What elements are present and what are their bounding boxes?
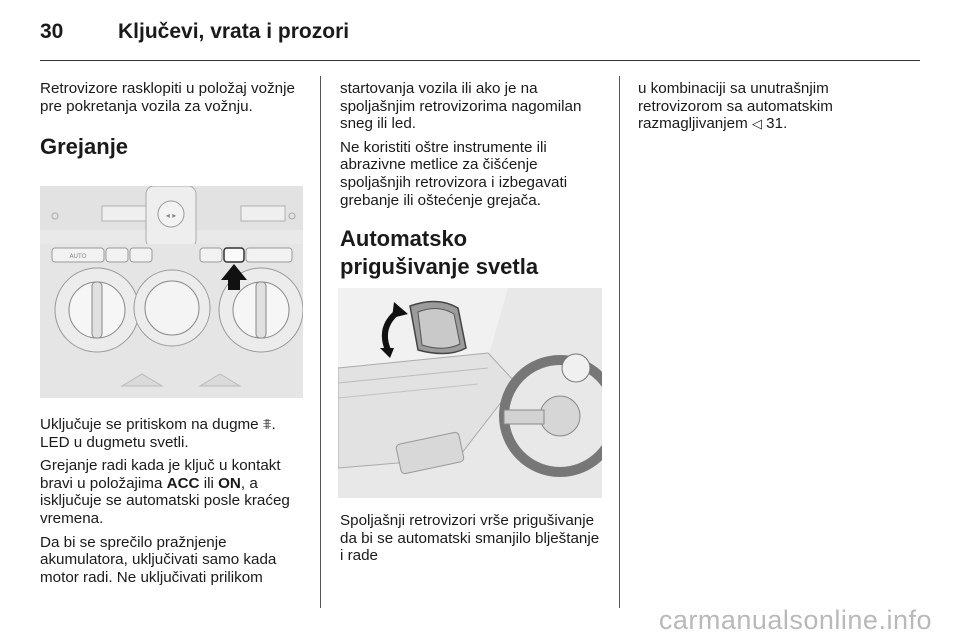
header-rule: [40, 60, 920, 61]
on-label: ON: [218, 474, 241, 492]
page-number: 30: [40, 20, 64, 43]
auto-dimming-paragraph: Spoljašnji retrovizori vrše prigušivanje da bi se automatski smanjilo blještanje i rade: [340, 512, 600, 565]
column2-paragraph-2: Ne koristiti oštre instrumente ili abrazivne metlice za čišćenje spoljašnjih retrovizora i izbegavati grebanje ili oštećenje grejača.: [340, 138, 568, 209]
column-2: [340, 80, 602, 281]
heating-paragraph-2: [40, 457, 302, 527]
heating-p2-tail: , a isključuje se automatski posle kraćeg vremena.: [40, 474, 290, 527]
column3-paragraph-1: [638, 80, 900, 134]
column-divider-1: [320, 76, 321, 608]
climate-panel-illustration: [40, 186, 303, 398]
heating-p1-tail: . LED u dugmetu svetli.: [40, 416, 276, 451]
heated-mirror-symbol-icon: ⩨: [262, 415, 272, 433]
column-divider-2: [619, 76, 620, 608]
heating-paragraph-3: Da bi se sprečilo pražnjenje akumulatora, uključivati samo kada motor radi. Ne uključivati prilikom: [40, 533, 277, 586]
heating-paragraph-1: [40, 416, 302, 451]
heating-p1-text: Uključuje se pritiskom na dugme: [40, 416, 263, 433]
svg-text:◂ ▸: ◂ ▸: [165, 211, 177, 220]
climate-panel-drawing: [40, 186, 303, 398]
intro-paragraph: Retrovizore rasklopiti u položaj vožnje pre pokretanja vozila za vožnju.: [40, 80, 295, 115]
watermark: carmanualsonline.info: [658, 605, 932, 635]
mirror-illustration: [338, 288, 602, 498]
mirror-drawing: [338, 288, 602, 498]
heating-p2-text: Grejanje radi kada je ključ u kontakt bravi u položajima: [40, 457, 281, 492]
column2-paragraph-1: startovanja vozila ili ako je na spoljašnjim retrovizorima nagomilan sneg ili led.: [340, 80, 582, 133]
section-heading-auto-dimming: Automatsko prigušivanje svetla: [340, 226, 539, 280]
column-3: [638, 80, 900, 140]
auto-button-label: AUTO: [69, 253, 87, 260]
section-heading-heating: Grejanje: [40, 134, 129, 160]
column-1: [40, 80, 302, 175]
page-reference-link[interactable]: 31.: [761, 115, 788, 133]
column-2-lower: [340, 512, 602, 571]
column3-p1-text: u kombinaciji sa unutrašnjim retrovizorom sa automatskim razmagljivanjem: [638, 80, 833, 133]
page-reference-icon: ◁: [751, 117, 762, 133]
column-1-lower: [40, 416, 302, 592]
heating-p2-mid: ili: [199, 474, 219, 492]
page-header-title: Ključevi, vrata i prozori: [118, 20, 350, 43]
acc-label: ACC: [166, 474, 200, 492]
